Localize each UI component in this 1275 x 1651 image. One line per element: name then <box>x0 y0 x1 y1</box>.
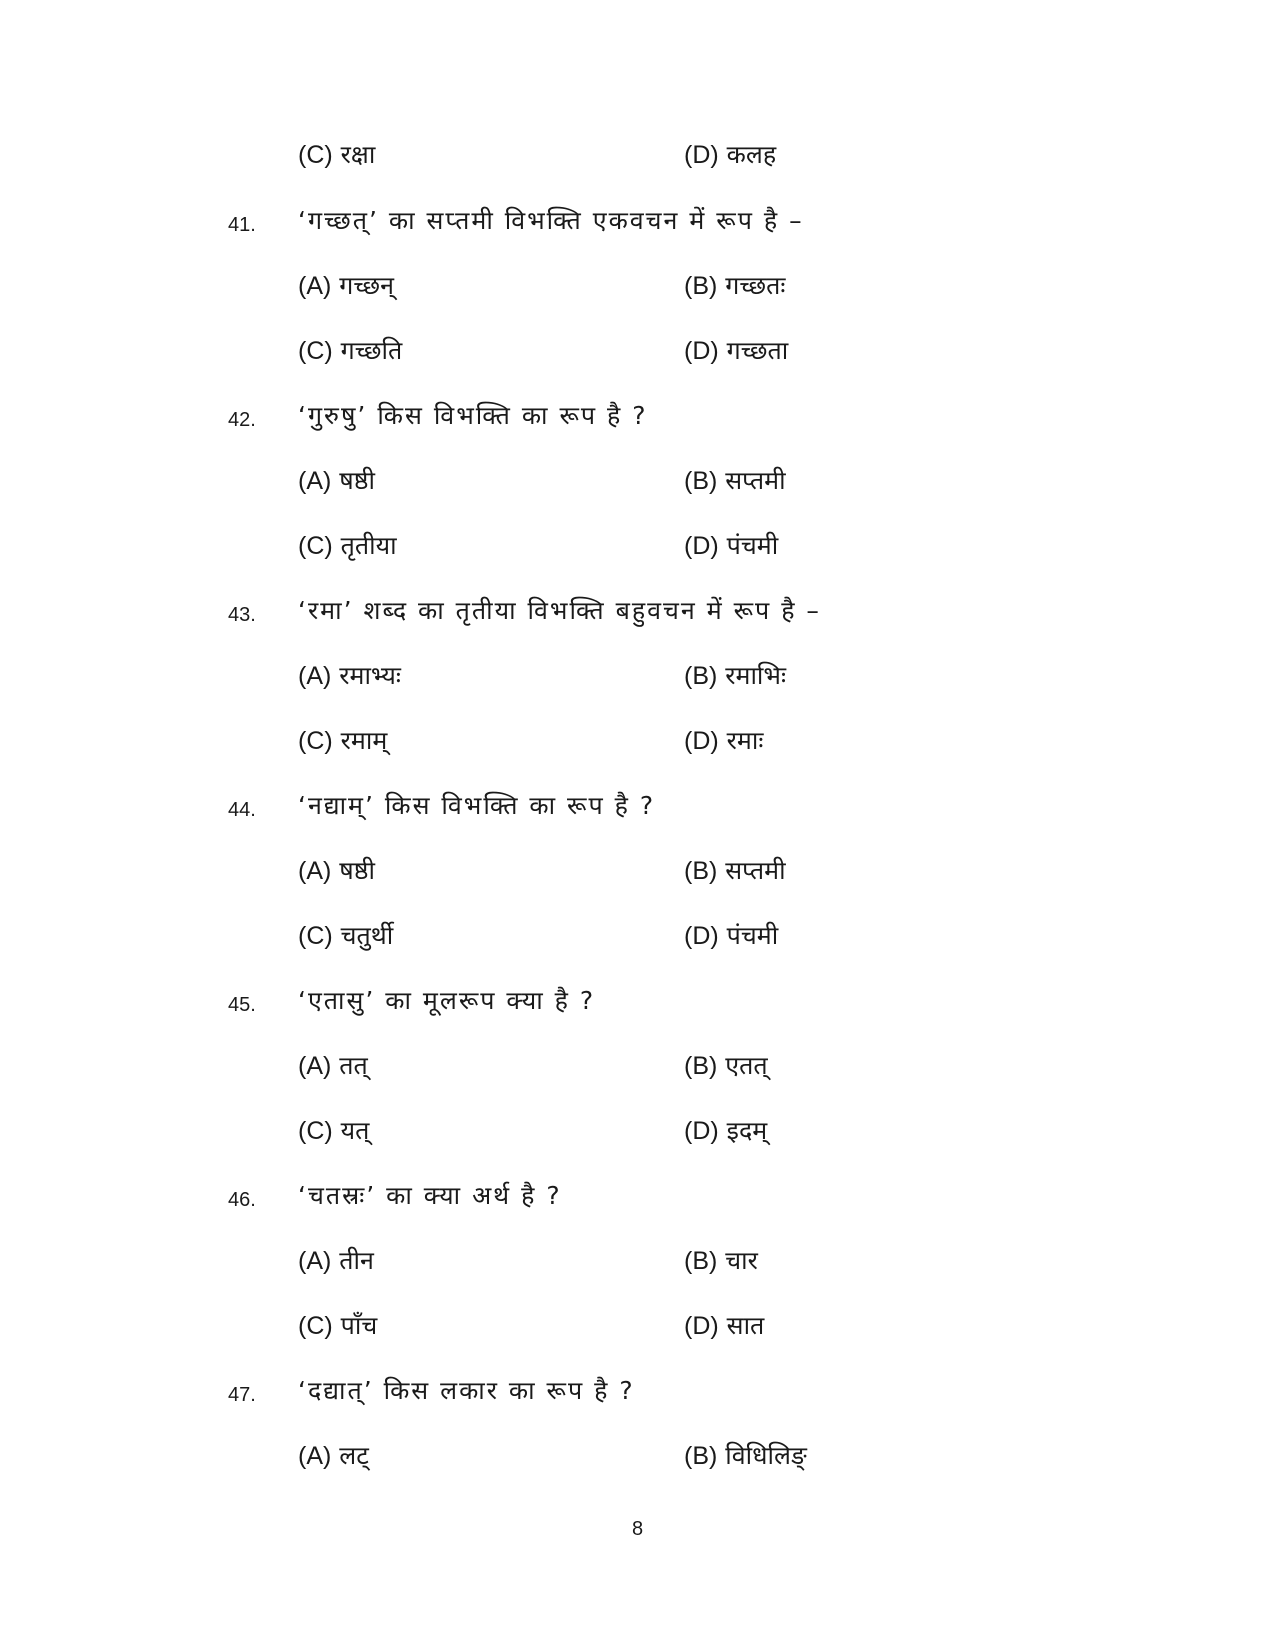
option-b <box>684 1241 758 1281</box>
option-text: रमाभिः <box>725 661 787 690</box>
question-text: ‘रमा’ शब्द का तृतीया विभक्ति बहुवचन में रूप है – <box>298 596 821 625</box>
option-letter: (A) <box>298 1247 332 1275</box>
option-letter: (D) <box>684 532 719 560</box>
option-text: विधिलिङ् <box>725 1441 807 1470</box>
option-letter: (D) <box>684 727 719 755</box>
option-a <box>298 1046 368 1086</box>
option-a <box>298 461 375 501</box>
option-letter: (C) <box>298 1117 333 1145</box>
option-c <box>298 721 387 761</box>
option-b <box>684 656 786 696</box>
option-d <box>684 916 778 956</box>
question-44 <box>0 786 1275 826</box>
option-c <box>298 1111 369 1151</box>
option-letter: (B) <box>684 1442 718 1470</box>
option-letter: (C) <box>298 337 333 365</box>
option-text: सात <box>726 1311 765 1340</box>
option-text: एतत् <box>725 1051 768 1080</box>
option-text: षष्ठी <box>339 856 375 885</box>
question-47 <box>0 1371 1275 1411</box>
question-text: ‘दद्यात्’ किस लकार का रूप है ? <box>298 1376 635 1405</box>
question-text: ‘नद्याम्’ किस विभक्ति का रूप है ? <box>298 791 656 820</box>
page-number: 8 <box>631 1518 644 1540</box>
option-text: रक्षा <box>340 140 376 169</box>
option-letter: (D) <box>684 1117 719 1145</box>
question-text: ‘गुरुषु’ किस विभक्ति का रूप है ? <box>298 401 648 430</box>
option-text: गच्छन् <box>339 271 394 300</box>
option-letter: (A) <box>298 272 332 300</box>
option-b <box>684 266 785 306</box>
option-text: सप्तमी <box>725 856 786 885</box>
options-row <box>0 461 1275 501</box>
option-text: पाँच <box>340 1311 378 1340</box>
option-d <box>684 135 776 175</box>
option-letter: (C) <box>298 141 333 169</box>
option-c <box>298 331 402 371</box>
options-row <box>0 135 1275 175</box>
question-number: 45. <box>228 994 256 1016</box>
options-row <box>0 331 1275 371</box>
option-text: सप्तमी <box>725 466 786 495</box>
option-letter: (A) <box>298 1442 332 1470</box>
option-c <box>298 526 397 566</box>
options-row <box>0 1046 1275 1086</box>
option-text: इदम् <box>726 1116 768 1145</box>
option-letter: (A) <box>298 1052 332 1080</box>
option-letter: (A) <box>298 857 332 885</box>
option-letter: (C) <box>298 922 333 950</box>
question-number: 41. <box>228 214 256 236</box>
option-text: चार <box>725 1246 758 1275</box>
option-text: कलह <box>726 140 777 169</box>
option-d <box>684 1111 767 1151</box>
question-number: 44. <box>228 799 256 821</box>
option-d <box>684 1306 764 1346</box>
options-row <box>0 1111 1275 1151</box>
question-text: ‘एतासु’ का मूलरूप क्या है ? <box>298 986 596 1015</box>
option-letter: (B) <box>684 1052 718 1080</box>
options-row <box>0 266 1275 306</box>
option-text: चतुर्थी <box>340 921 394 950</box>
question-41 <box>0 201 1275 241</box>
option-c <box>298 916 393 956</box>
option-letter: (B) <box>684 857 718 885</box>
options-row <box>0 916 1275 956</box>
option-letter: (B) <box>684 467 718 495</box>
option-letter: (B) <box>684 272 718 300</box>
option-letter: (C) <box>298 727 333 755</box>
option-text: पंचमी <box>726 921 779 950</box>
option-text: तत् <box>339 1051 368 1080</box>
option-text: पंचमी <box>726 531 779 560</box>
option-a <box>298 656 401 696</box>
option-letter: (B) <box>684 662 718 690</box>
option-b <box>684 1046 768 1086</box>
question-number: 46. <box>228 1189 256 1211</box>
option-text: गच्छता <box>726 336 789 365</box>
option-text: गच्छति <box>340 336 403 365</box>
option-a <box>298 266 394 306</box>
options-row <box>0 1436 1275 1476</box>
option-b <box>684 461 786 501</box>
option-text: गच्छतः <box>725 271 786 300</box>
question-number: 42. <box>228 409 256 431</box>
option-letter: (D) <box>684 922 719 950</box>
option-text: रमाः <box>726 726 764 755</box>
question-42 <box>0 396 1275 436</box>
option-b <box>684 1436 807 1476</box>
option-d <box>684 331 788 371</box>
option-letter: (D) <box>684 337 719 365</box>
option-a <box>298 851 375 891</box>
option-text: तीन <box>339 1246 374 1275</box>
options-row <box>0 1241 1275 1281</box>
question-46 <box>0 1176 1275 1216</box>
question-text: ‘चतस्रः’ का क्या अर्थ है ? <box>298 1181 562 1210</box>
question-number: 47. <box>228 1384 256 1406</box>
question-45 <box>0 981 1275 1021</box>
option-a <box>298 1241 374 1281</box>
option-text: यत् <box>340 1116 370 1145</box>
question-number: 43. <box>228 604 256 626</box>
question-43 <box>0 591 1275 631</box>
options-row <box>0 526 1275 566</box>
option-letter: (A) <box>298 662 332 690</box>
question-text: ‘गच्छत्’ का सप्तमी विभक्ति एकवचन में रूप है – <box>298 206 804 235</box>
option-a <box>298 1436 369 1476</box>
option-letter: (D) <box>684 141 719 169</box>
option-d <box>684 526 778 566</box>
option-d <box>684 721 763 761</box>
option-letter: (B) <box>684 1247 718 1275</box>
option-letter: (C) <box>298 1312 333 1340</box>
option-letter: (A) <box>298 467 332 495</box>
option-c <box>298 1306 377 1346</box>
option-text: रमाभ्यः <box>339 661 401 690</box>
option-text: तृतीया <box>340 531 397 560</box>
option-text: लट् <box>339 1441 369 1470</box>
options-row <box>0 851 1275 891</box>
option-letter: (C) <box>298 532 333 560</box>
option-c <box>298 135 375 175</box>
option-text: षष्ठी <box>339 466 375 495</box>
options-row <box>0 656 1275 696</box>
option-text: रमाम् <box>340 726 388 755</box>
option-letter: (D) <box>684 1312 719 1340</box>
options-row <box>0 721 1275 761</box>
options-row <box>0 1306 1275 1346</box>
option-b <box>684 851 786 891</box>
